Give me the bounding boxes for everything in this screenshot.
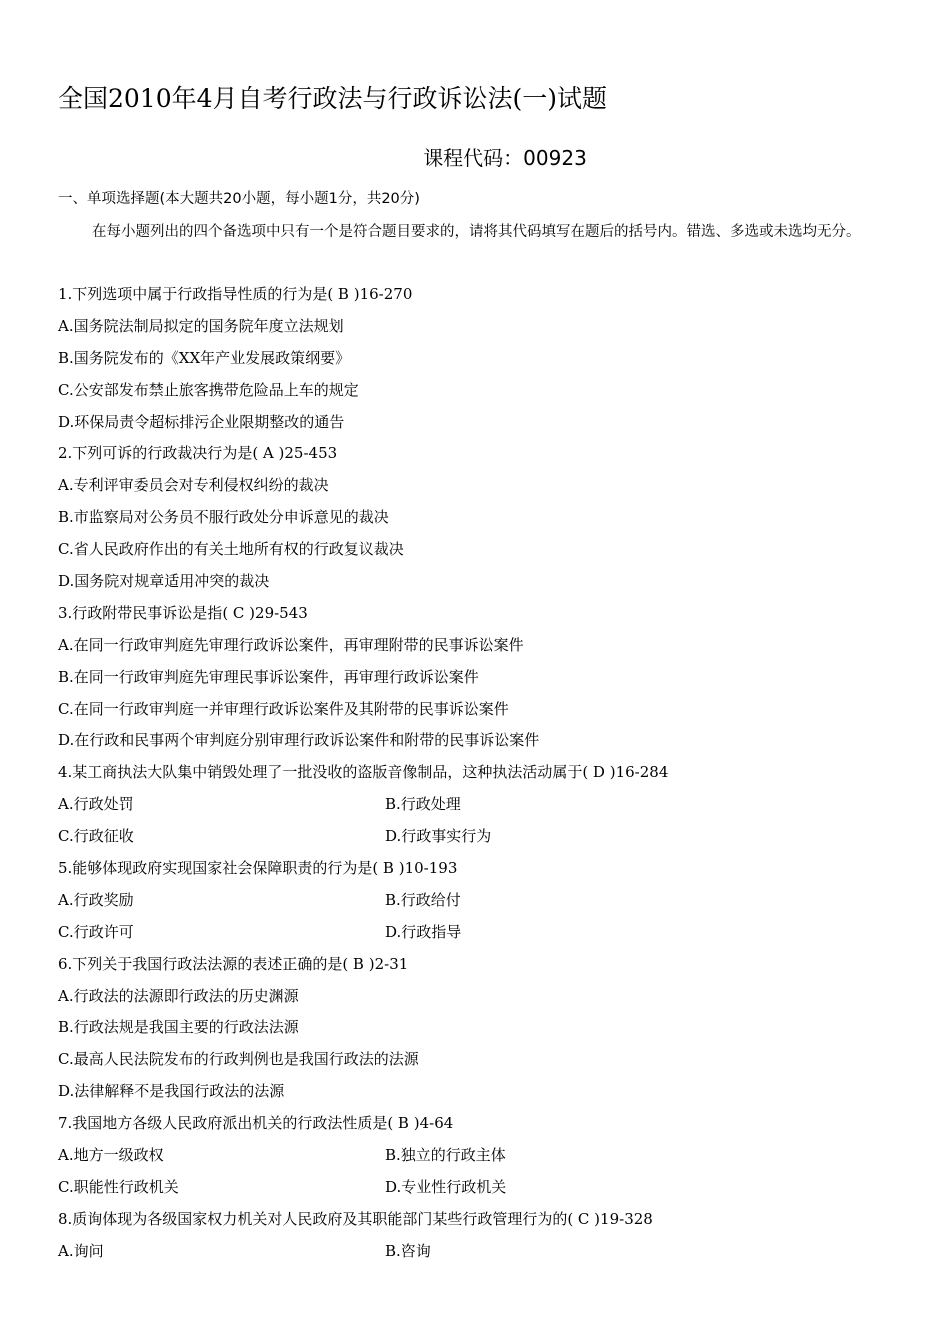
option: C.行政征收 xyxy=(58,827,134,846)
option: D.行政事实行为 xyxy=(385,827,492,846)
option: B.行政处理 xyxy=(385,795,461,814)
option: B.独立的行政主体 xyxy=(385,1146,506,1165)
question-list xyxy=(58,279,918,1268)
option: C.省人民政府作出的有关土地所有权的行政复议裁决 xyxy=(58,540,404,559)
option: A.行政法的法源即行政法的历史渊源 xyxy=(58,986,299,1005)
option: B.行政给付 xyxy=(385,890,461,909)
option: C.在同一行政审判庭一并审理行政诉讼案件及其附带的民事诉讼案件 xyxy=(58,699,509,718)
option-row xyxy=(58,1236,918,1268)
option: B.在同一行政审判庭先审理民事诉讼案件，再审理行政诉讼案件 xyxy=(58,667,479,686)
option: D.在行政和民事两个审判庭分别审理行政诉讼案件和附带的民事诉讼案件 xyxy=(58,731,540,750)
option: A.国务院法制局拟定的国务院年度立法规划 xyxy=(58,316,344,335)
question-stem: 1.下列选项中属于行政指导性质的行为是( B )16-270 xyxy=(58,285,413,303)
section-heading: 一、单项选择题(本大题共20小题，每小题1分，共20分) xyxy=(58,191,420,207)
option: D.法律解释不是我国行政法的法源 xyxy=(58,1082,285,1101)
option: C.行政许可 xyxy=(58,922,134,941)
option-row xyxy=(58,1140,918,1172)
option: A.在同一行政审判庭先审理行政诉讼案件，再审理附带的民事诉讼案件 xyxy=(58,635,524,654)
option: C.最高人民法院发布的行政判例也是我国行政法的法源 xyxy=(58,1050,419,1069)
question-stem: 5.能够体现政府实现国家社会保障职责的行为是( B )10-193 xyxy=(58,859,458,878)
option: A.专利评审委员会对专利侵权纠纷的裁决 xyxy=(58,476,329,495)
option: D.行政指导 xyxy=(385,922,462,941)
section-instructions: 在每小题列出的四个备选项中只有一个是符合题目要求的，请将其代码填写在题后的括号内。错选、多选或未选均无分。 xyxy=(92,224,861,240)
course-code: 课程代码：00923 xyxy=(423,146,587,170)
option: C.职能性行政机关 xyxy=(58,1177,179,1196)
question-stem: 8.质询体现为各级国家权力机关对人民政府及其职能部门某些行政管理行为的( C )19-328 xyxy=(58,1209,653,1228)
question-stem: 3.行政附带民事诉讼是指( C )29-543 xyxy=(58,603,308,622)
option: A.地方一级政权 xyxy=(58,1146,164,1165)
option: B.行政法规是我国主要的行政法法源 xyxy=(58,1018,299,1037)
option: B.市监察局对公务员不服行政处分申诉意见的裁决 xyxy=(58,508,389,527)
question-stem: 6.下列关于我国行政法法源的表述正确的是( B )2-31 xyxy=(58,954,409,973)
question-stem: 4.某工商执法大队集中销毁处理了一批没收的盗版音像制品，这种执法活动属于( D )16-284 xyxy=(58,763,669,782)
option-row xyxy=(58,917,918,949)
option: D.专业性行政机关 xyxy=(385,1177,507,1196)
option: D.国务院对规章适用冲突的裁决 xyxy=(58,572,270,591)
option-row xyxy=(58,821,918,853)
exam-title: 全国2010年4月自考行政法与行政诉讼法(一)试题 xyxy=(58,84,608,113)
option: D.环保局责令超标排污企业限期整改的通告 xyxy=(58,412,345,431)
option: C.公安部发布禁止旅客携带危险品上车的规定 xyxy=(58,380,359,399)
option: A.行政奖励 xyxy=(58,890,134,909)
option: B.咨询 xyxy=(385,1241,431,1260)
option: B.国务院发布的《XX年产业发展政策纲要》 xyxy=(58,348,351,367)
question-stem: 2.下列可诉的行政裁决行为是( A )25-453 xyxy=(58,444,338,463)
option-row xyxy=(58,789,918,821)
option-row xyxy=(58,885,918,917)
option-row xyxy=(58,1172,918,1204)
option: A.询问 xyxy=(58,1241,104,1260)
question-stem: 7.我国地方各级人民政府派出机关的行政法性质是( B )4-64 xyxy=(58,1114,454,1133)
option: A.行政处罚 xyxy=(58,795,134,814)
